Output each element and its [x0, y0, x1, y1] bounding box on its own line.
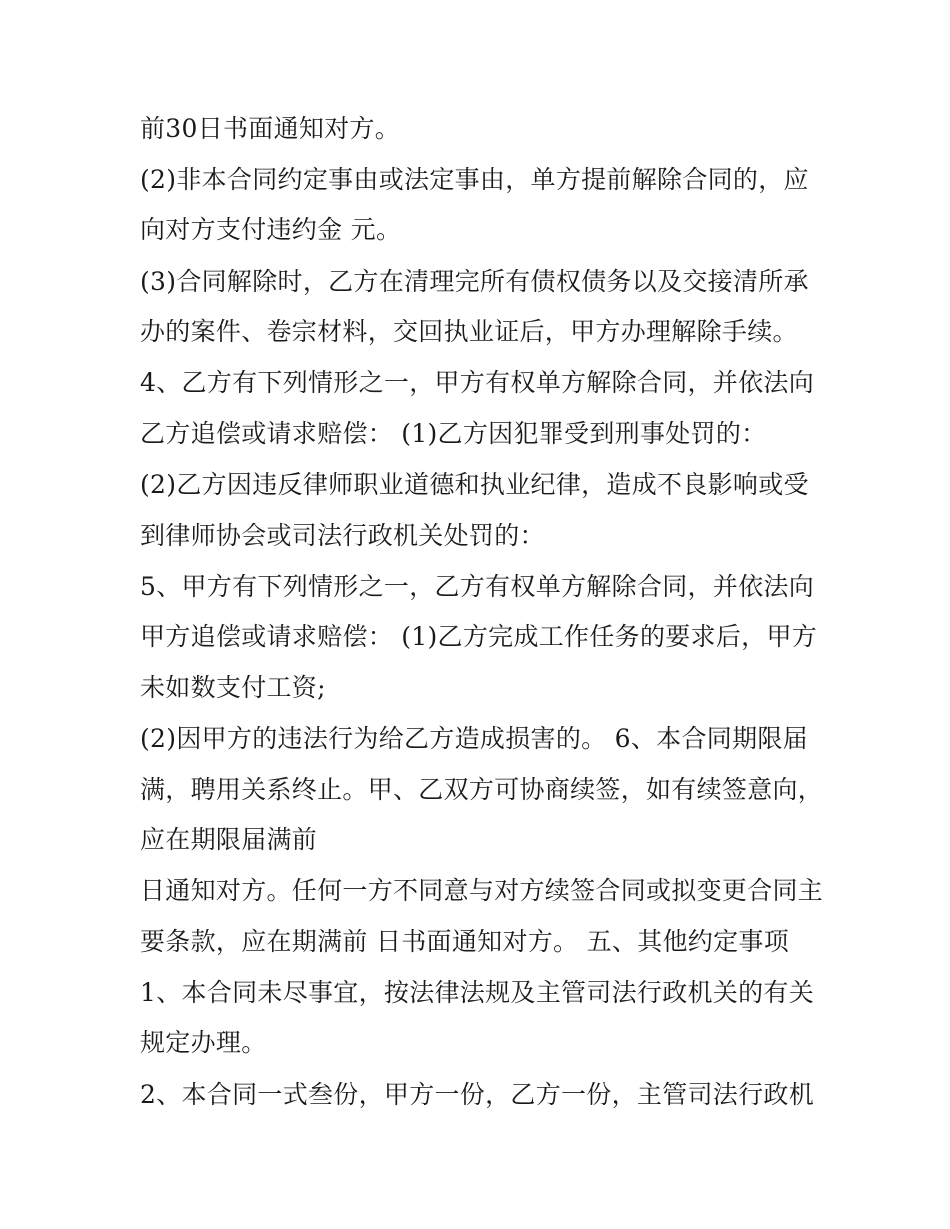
text-line: 向对方支付违约金 元。	[140, 215, 402, 244]
text-line: 办的案件、卷宗材料，交回执业证后，甲方办理解除手续。	[140, 317, 798, 346]
text-line: (2)非本合同约定事由或法定事由，单方提前解除合同的，应	[140, 165, 809, 194]
text-line: 要条款，应在期满前 日书面通知对方。 五、其他约定事项	[140, 927, 789, 956]
text-line: 5、甲方有下列情形之一，乙方有权单方解除合同，并依法向	[140, 572, 815, 601]
text-line: 2、本合同一式叁份，甲方一份，乙方一份，主管司法行政机	[140, 1080, 815, 1109]
text-line: 1、本合同未尽事宜，按法律法规及主管司法行政机关的有关	[140, 978, 815, 1007]
text-line: 规定办理。	[140, 1028, 267, 1057]
text-line: 到律师协会或司法行政机关处罚的：	[140, 521, 545, 550]
text-line: 乙方追偿或请求赔偿： (1)乙方因犯罪受到刑事处罚的：	[140, 419, 767, 448]
text-line: (2)因甲方的违法行为给乙方造成损害的。 6、本合同期限届	[140, 724, 808, 753]
text-line: (3)合同解除时，乙方在清理完所有债权债务以及交接清所承	[140, 267, 809, 296]
text-line: (2)乙方因违反律师职业道德和执业纪律，造成不良影响或受	[140, 470, 809, 499]
text-line: 甲方追偿或请求赔偿： (1)乙方完成工作任务的要求后，甲方	[140, 622, 818, 651]
text-line: 应在期限届满前	[140, 825, 318, 854]
text-line: 未如数支付工资;	[140, 673, 326, 702]
text-line: 满，聘用关系终止。甲、乙双方可协商续签，如有续签意向，	[140, 775, 824, 804]
text-line: 日通知对方。任何一方不同意与对方续签合同或拟变更合同主	[140, 876, 824, 905]
text-line: 前30日书面通知对方。	[140, 114, 401, 143]
text-line: 4、乙方有下列情形之一，甲方有权单方解除合同，并依法向	[140, 368, 815, 397]
